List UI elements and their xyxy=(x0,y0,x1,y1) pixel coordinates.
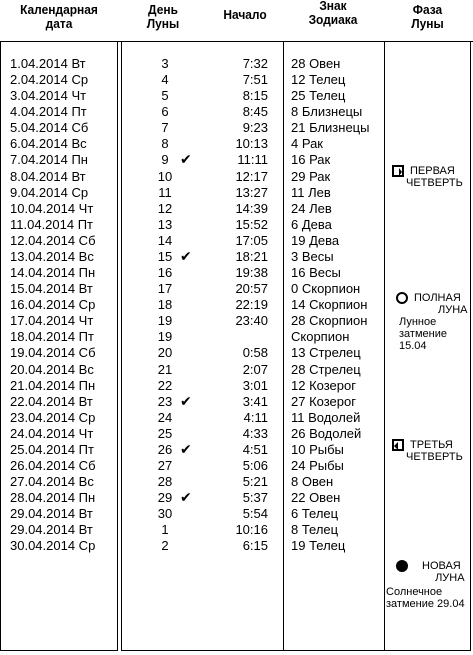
row-check-mark: ✔ xyxy=(180,151,192,168)
row-moon-day: 3 xyxy=(161,56,169,71)
row-moon-day: 19 xyxy=(157,329,173,345)
row-zodiac: 13 Стрелец xyxy=(291,345,361,361)
row-start-time: 19:38 xyxy=(235,265,268,281)
row-start-time: 23:40 xyxy=(235,313,268,329)
row-start-time: 5:54 xyxy=(242,506,268,522)
table-row xyxy=(0,87,473,104)
header-date-line2: дата xyxy=(45,16,73,31)
row-date: 25.04.2014 Пт xyxy=(10,441,94,457)
row-moon-day: 18 xyxy=(157,297,173,313)
row-zodiac: 12 Козерог xyxy=(291,377,356,393)
row-zodiac: 6 Телец xyxy=(291,506,339,522)
header-zodiac-line1: Знак xyxy=(319,0,347,13)
row-date: 8.04.2014 Вт xyxy=(10,168,86,184)
row-start-time: 7:32 xyxy=(242,56,268,71)
row-start-time: 4:11 xyxy=(243,409,268,425)
row-start-time: 8:15 xyxy=(242,88,268,104)
row-start-time: 5:21 xyxy=(242,474,268,490)
phase-full-moon-line1: ПОЛНАЯ xyxy=(414,292,461,304)
row-date: 12.04.2014 Сб xyxy=(10,232,96,248)
table-row xyxy=(0,264,473,281)
row-moon-day: 14 xyxy=(157,232,173,248)
table-row xyxy=(0,248,473,265)
row-start-time: 4:33 xyxy=(242,425,268,441)
table-row xyxy=(0,537,473,554)
row-date: 16.04.2014 Ср xyxy=(10,297,96,313)
row-zodiac: 8 Телец xyxy=(291,522,339,538)
phase-new-moon-note2: затмение 29.04 xyxy=(386,598,465,610)
row-date: 21.04.2014 Пн xyxy=(10,377,96,393)
header-day-line1: День xyxy=(148,2,178,17)
phase-new-moon-line1: НОВАЯ xyxy=(422,560,461,572)
row-moon-day: 8 xyxy=(161,136,169,152)
row-moon-day: 15 xyxy=(157,248,173,264)
row-moon-day: 17 xyxy=(157,281,173,297)
row-moon-day: 6 xyxy=(161,104,169,120)
row-date: 18.04.2014 Пт xyxy=(10,329,94,345)
row-moon-day: 24 xyxy=(157,409,173,425)
row-start-time: 18:21 xyxy=(235,248,268,264)
row-zodiac: 19 Телец xyxy=(291,538,346,554)
row-date: 11.04.2014 Пт xyxy=(10,216,94,232)
row-start-time: 2:07 xyxy=(242,361,268,377)
row-zodiac: 19 Дева xyxy=(291,232,340,248)
row-date: 2.04.2014 Ср xyxy=(10,72,89,88)
row-moon-day: 22 xyxy=(157,377,173,393)
row-date: 17.04.2014 Чт xyxy=(10,313,94,329)
table-row xyxy=(0,103,473,120)
row-zodiac: 29 Рак xyxy=(291,168,331,184)
row-zodiac: 24 Лев xyxy=(291,200,332,216)
row-zodiac: 28 Овен xyxy=(291,56,341,71)
row-moon-day: 16 xyxy=(157,265,173,281)
row-date: 1.04.2014 Вт xyxy=(10,56,86,71)
phase-last-quarter-line2: ЧЕТВЕРТЬ xyxy=(406,451,463,463)
phase-new-moon-line2: ЛУНА xyxy=(435,572,465,584)
row-moon-day: 26 xyxy=(157,441,173,457)
row-start-time: 3:01 xyxy=(242,377,268,393)
row-zodiac: 26 Водолей xyxy=(291,425,362,441)
row-date: 4.04.2014 Пт xyxy=(10,104,87,120)
table-row xyxy=(0,232,473,249)
phase-first-quarter-line2: ЧЕТВЕРТЬ xyxy=(406,177,463,189)
row-zodiac: 16 Весы xyxy=(291,265,341,281)
row-zodiac: 16 Рак xyxy=(291,152,331,168)
row-start-time: 7:51 xyxy=(242,72,268,88)
row-zodiac: 8 Овен xyxy=(291,474,334,490)
row-zodiac: 10 Рыбы xyxy=(291,441,344,457)
phase-full-moon-note1: Лунное xyxy=(399,316,437,328)
row-zodiac: 28 Стрелец xyxy=(291,361,361,377)
table-row xyxy=(0,71,473,88)
row-date: 10.04.2014 Чт xyxy=(10,200,94,216)
header-start xyxy=(209,8,281,22)
row-date: 30.04.2014 Ср xyxy=(10,538,96,554)
row-start-time: 3:41 xyxy=(242,393,268,409)
phase-new-moon-note1: Солнечное xyxy=(386,586,443,598)
row-zodiac: 22 Овен xyxy=(291,490,341,506)
row-start-time: 11:11 xyxy=(237,152,268,168)
header-moon-line2: Луны xyxy=(411,16,444,31)
row-check-mark: ✔ xyxy=(180,440,192,457)
row-moon-day: 1 xyxy=(161,522,169,538)
row-start-time: 9:23 xyxy=(242,120,268,136)
row-moon-day: 12 xyxy=(157,200,173,216)
table-row xyxy=(0,409,473,426)
phase-first-quarter-line1: ПЕРВАЯ xyxy=(410,165,455,177)
row-zodiac: 11 Водолей xyxy=(291,409,361,425)
row-moon-day: 28 xyxy=(157,474,173,490)
header-moon-line1: Фаза xyxy=(412,2,443,17)
header-zodiac-line2: Зодиака xyxy=(308,12,358,27)
table-row xyxy=(0,521,473,538)
header-moon-phase xyxy=(386,3,470,31)
row-start-time: 4:51 xyxy=(242,441,268,457)
row-zodiac: Скорпион xyxy=(291,329,350,345)
row-moon-day: 10 xyxy=(157,168,173,184)
table-row xyxy=(0,55,473,72)
phase-full-moon-note2: затмение xyxy=(399,328,447,340)
row-date: 19.04.2014 Сб xyxy=(10,345,96,361)
row-zodiac: 27 Козерог xyxy=(291,393,356,409)
row-date: 7.04.2014 Пн xyxy=(10,152,88,168)
row-date: 3.04.2014 Чт xyxy=(10,88,87,104)
row-date: 9.04.2014 Ср xyxy=(10,184,89,200)
row-date: 29.04.2014 Вт xyxy=(10,522,93,538)
row-moon-day: 5 xyxy=(161,88,169,104)
row-zodiac: 3 Весы xyxy=(291,248,334,264)
row-moon-day: 30 xyxy=(157,506,173,522)
row-moon-day: 9 xyxy=(161,152,169,168)
row-date: 29.04.2014 Вт xyxy=(10,506,93,522)
row-moon-day: 2 xyxy=(161,538,169,554)
row-date: 15.04.2014 Вт xyxy=(10,281,93,297)
row-zodiac: 0 Скорпион xyxy=(291,281,361,297)
table-row xyxy=(0,377,473,394)
table-row xyxy=(0,200,473,217)
row-start-time: 10:13 xyxy=(235,136,268,152)
row-moon-day: 4 xyxy=(161,72,169,88)
row-zodiac: 14 Скорпион xyxy=(291,297,368,313)
row-zodiac: 28 Скорпион xyxy=(291,313,368,329)
row-check-mark: ✔ xyxy=(180,392,192,409)
row-start-time: 5:06 xyxy=(242,458,268,473)
row-date: 22.04.2014 Вт xyxy=(10,393,93,409)
table-row xyxy=(0,473,473,490)
table-row xyxy=(0,361,473,378)
row-moon-day: 19 xyxy=(157,313,173,329)
row-zodiac: 4 Рак xyxy=(291,136,323,152)
row-start-time: 12:17 xyxy=(235,168,268,184)
row-start-time: 22:19 xyxy=(235,297,268,313)
row-start-time: 20:57 xyxy=(235,281,268,297)
row-start-time: 10:16 xyxy=(235,522,268,538)
row-zodiac: 21 Близнецы xyxy=(291,120,370,136)
header-start-label: Начало xyxy=(223,7,267,22)
row-start-time: 17:05 xyxy=(235,232,268,248)
row-check-mark: ✔ xyxy=(180,489,192,506)
table-row xyxy=(0,119,473,136)
phase-full-moon-note3: 15.04 xyxy=(399,340,427,352)
row-moon-day: 13 xyxy=(157,216,173,232)
table-row xyxy=(0,489,473,506)
row-moon-day: 11 xyxy=(158,184,172,200)
phase-new-moon xyxy=(386,560,465,610)
phase-last-quarter-line1: ТРЕТЬЯ xyxy=(410,439,453,451)
full-moon-icon xyxy=(396,292,408,304)
row-moon-day: 20 xyxy=(157,345,173,361)
row-date: 13.04.2014 Вс xyxy=(10,248,94,264)
row-date: 5.04.2014 Сб xyxy=(10,120,89,136)
row-date: 27.04.2014 Вс xyxy=(10,474,94,490)
table-row xyxy=(0,393,473,410)
row-zodiac: 12 Телец xyxy=(291,72,346,88)
phase-full-moon-line2: ЛУНА xyxy=(438,304,468,316)
row-zodiac: 24 Рыбы xyxy=(291,458,344,473)
row-date: 28.04.2014 Пн xyxy=(10,490,96,506)
row-zodiac: 6 Дева xyxy=(291,216,332,232)
phase-last-quarter xyxy=(392,439,463,463)
row-date: 23.04.2014 Ср xyxy=(10,409,96,425)
header-moon-day xyxy=(122,3,205,31)
row-date: 24.04.2014 Чт xyxy=(10,425,94,441)
row-start-time: 15:52 xyxy=(235,216,268,232)
last-quarter-moon-icon xyxy=(392,439,404,451)
row-start-time: 14:39 xyxy=(235,200,268,216)
row-start-time: 5:37 xyxy=(242,490,268,506)
row-moon-day: 29 xyxy=(157,490,173,506)
row-check-mark: ✔ xyxy=(180,247,192,264)
row-zodiac: 11 Лев xyxy=(291,184,331,200)
table-bottom-border xyxy=(121,650,471,651)
row-moon-day: 21 xyxy=(157,361,173,377)
header-zodiac xyxy=(287,0,379,27)
row-start-time: 13:27 xyxy=(235,184,268,200)
table-row xyxy=(0,135,473,152)
row-zodiac: 25 Телец xyxy=(291,88,346,104)
row-moon-day: 25 xyxy=(157,425,173,441)
row-date: 20.04.2014 Вс xyxy=(10,361,94,377)
row-start-time: 6:15 xyxy=(242,538,268,554)
row-date: 6.04.2014 Вс xyxy=(10,136,87,152)
header-calendar-date xyxy=(5,3,114,31)
phase-full-moon xyxy=(396,292,468,352)
phase-first-quarter xyxy=(392,165,463,189)
row-moon-day: 7 xyxy=(161,120,169,136)
row-zodiac: 8 Близнецы xyxy=(291,104,363,120)
table-row xyxy=(0,505,473,522)
row-start-time: 0:58 xyxy=(242,345,268,361)
row-date: 26.04.2014 Сб xyxy=(10,458,96,473)
header-date-line1: Календарная xyxy=(20,2,98,17)
first-quarter-moon-icon xyxy=(392,165,404,177)
table-row xyxy=(0,216,473,233)
new-moon-icon xyxy=(396,560,408,572)
row-moon-day: 27 xyxy=(157,458,173,473)
row-start-time: 8:45 xyxy=(242,104,268,120)
row-moon-day: 23 xyxy=(157,393,173,409)
row-date: 14.04.2014 Пн xyxy=(10,265,96,281)
header-day-line2: Луны xyxy=(146,16,180,31)
